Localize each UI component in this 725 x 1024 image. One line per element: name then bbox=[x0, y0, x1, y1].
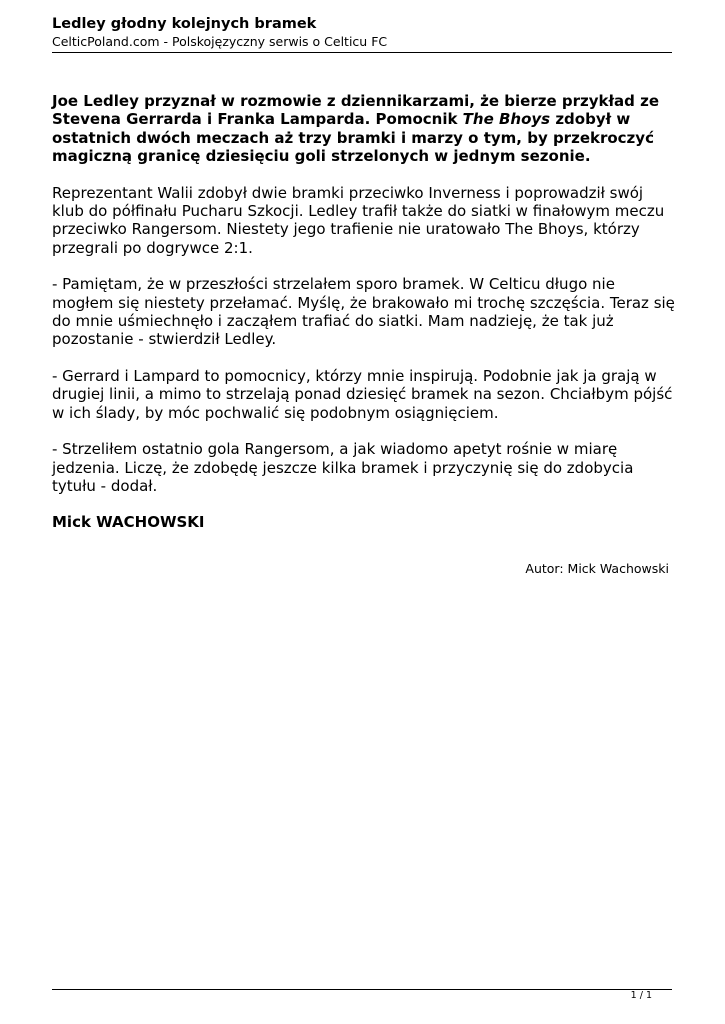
document-header bbox=[52, 15, 672, 50]
author-line: Autor: Mick Wachowski bbox=[525, 561, 669, 576]
article-paragraph: - Pamiętam, że w przeszłości strzelałem sporo bramek. W Celticu długo nie mogłem się niestety przełamać. Myślę, że brakowało mi trochę szczęścia. Teraz się do mnie uśmiechnęło i zacząłem trafiać do siatki. Mam nadzieję, że tak już pozostanie - stwierdził Ledley. bbox=[52, 275, 675, 349]
header-divider bbox=[52, 52, 672, 53]
page-number: 1 / 1 bbox=[630, 990, 652, 1001]
lead-emphasis: The Bhoys bbox=[462, 110, 551, 129]
footer-divider bbox=[52, 989, 672, 990]
article-lead bbox=[52, 92, 677, 166]
lead-text-start: Joe Ledley przyznał w rozmowie z dziennikarzami, że bierze przykład ze Stevena Gerrarda i Franka Lamparda. Pomocnik bbox=[52, 92, 660, 129]
site-subtitle: CelticPoland.com - Polskojęzyczny serwis o Celticu FC bbox=[52, 34, 388, 49]
article-signature: Mick WACHOWSKI bbox=[52, 513, 205, 532]
article-paragraph: - Gerrard i Lampard to pomocnicy, którzy mnie inspirują. Podobnie jak ja grają w drugiej linii, a mimo to strzelają ponad dziesięć bramek na sezon. Chciałbym pójść w ich ślady, by móc pochwalić się podobnym osiągnięciem. bbox=[52, 366, 673, 422]
document-title: Ledley głodny kolejnych bramek bbox=[52, 16, 317, 32]
lead-text-end: zdobył w ostatnich dwóch meczach aż trzy bramki i marzy o tym, by przekroczyć magiczną granicę dziesięciu goli strzelonych w jednym sezonie. bbox=[52, 110, 654, 166]
article-body bbox=[52, 92, 677, 532]
article-paragraph: - Strzeliłem ostatnio gola Rangersom, a jak wiadomo apetyt rośnie w miarę jedzenia. Liczę, że zdobędę jeszcze kilka bramek i przyczynię się do zdobycia tytułu - dodał. bbox=[52, 440, 634, 495]
article-paragraph: Reprezentant Walii zdobył dwie bramki przeciwko Inverness i poprowadził swój klub do półfinału Pucharu Szkocji. Ledley trafił także do siatki w finałowym meczu przeciwko Rangersom. Niestety jego trafienie nie uratowało The Bhoys, którzy przegrali po dogrywce 2:1. bbox=[52, 183, 665, 257]
